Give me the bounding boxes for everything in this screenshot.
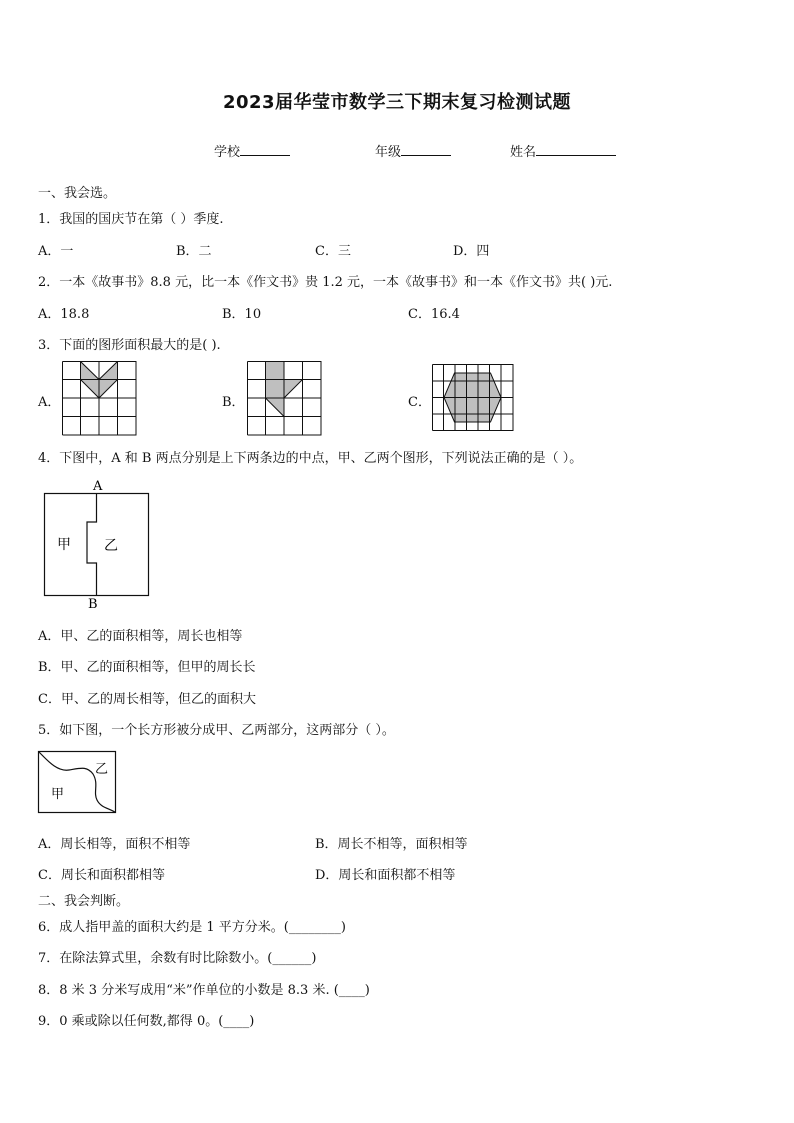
q4-option-c[interactable]: C．甲、乙的周长相等，但乙的面积大	[38, 692, 256, 707]
name-field[interactable]	[510, 141, 616, 160]
q2-option-b[interactable]: B．10	[222, 307, 262, 322]
q4-option-a[interactable]: A．甲、乙的面积相等，周长也相等	[38, 629, 243, 644]
name-label: 姓名	[510, 145, 537, 160]
q1-option-b[interactable]: B．二	[176, 244, 212, 259]
q5-curve	[39, 752, 116, 813]
q5-stem: 5．如下图，一个长方形被分成甲、乙两部分，这两部分（ ）。	[38, 723, 395, 738]
q4-option-b[interactable]: B．甲、乙的面积相等，但甲的周长长	[38, 660, 256, 675]
q3-option-c[interactable]: C．	[408, 395, 431, 410]
q1-option-a[interactable]: A．一	[38, 244, 74, 259]
school-blank[interactable]	[240, 143, 290, 156]
q7-statement[interactable]: 7．在除法算式里，余数有时比除数小。(______)	[38, 951, 317, 966]
q3-figure-b	[247, 361, 325, 437]
q1-option-c[interactable]: C．三	[315, 244, 351, 259]
q4-label-a: A	[93, 479, 103, 494]
q4-label-yi: 乙	[104, 538, 118, 554]
q4-label-jia: 甲	[57, 537, 71, 553]
q1-stem: 1．我国的国庆节在第（ ）季度.	[38, 212, 224, 227]
q5-option-a[interactable]: A．周长相等，面积不相等	[38, 837, 191, 852]
name-blank[interactable]	[536, 143, 616, 156]
q5-option-d[interactable]: D．周长和面积都不相等	[315, 868, 456, 883]
page-title: 2023届华莹市数学三下期末复习检测试题	[222, 92, 572, 113]
q5-label-jia: 甲	[51, 787, 65, 802]
q3-stem: 3．下面的图形面积最大的是( ).	[38, 338, 221, 353]
q5-figure	[37, 750, 119, 816]
q2-stem: 2．一本《故事书》8.8 元，比一本《作文书》贵 1.2 元，一本《故事书》和一本《作文书》共( )元.	[38, 275, 613, 290]
q6-statement[interactable]: 6．成人指甲盖的面积大约是 1 平方分米。(________)	[38, 920, 346, 935]
grade-label: 年级	[375, 145, 402, 160]
q9-statement[interactable]: 9．0 乘或除以任何数,都得 0。(____)	[38, 1014, 255, 1029]
q5-option-b[interactable]: B．周长不相等，面积相等	[315, 837, 468, 852]
q4-stem: 4．下图中，A 和 B 两点分别是上下两条边的中点，甲、乙两个图形，下列说法正确的是（ ）。	[38, 451, 583, 466]
q3-option-a[interactable]: A．	[38, 395, 61, 410]
q4-figure	[40, 477, 154, 612]
q5-option-c[interactable]: C．周长和面积都相等	[38, 868, 165, 883]
q2-option-a[interactable]: A．18.8	[38, 307, 90, 322]
q2-option-c[interactable]: C．16.4	[408, 307, 460, 322]
section-2-heading: 二、我会判断。	[38, 894, 130, 909]
section-1-heading: 一、我会选。	[38, 186, 117, 201]
q4-label-b: B	[88, 597, 98, 612]
q3-option-b[interactable]: B．	[222, 395, 245, 410]
q8-statement[interactable]: 8．8 米 3 分米写成用“米”作单位的小数是 8.3 米. (____)	[38, 983, 370, 998]
q4-divider	[87, 494, 97, 596]
grade-field[interactable]	[375, 141, 451, 160]
q3-figure-c	[432, 364, 518, 434]
school-label: 学校	[214, 145, 241, 160]
grade-blank[interactable]	[401, 143, 451, 156]
school-field[interactable]	[214, 141, 290, 160]
q1-option-d[interactable]: D．四	[453, 244, 490, 259]
q3-figure-a	[62, 361, 140, 437]
q5-rectangle	[39, 752, 116, 813]
q5-label-yi: 乙	[95, 762, 109, 777]
